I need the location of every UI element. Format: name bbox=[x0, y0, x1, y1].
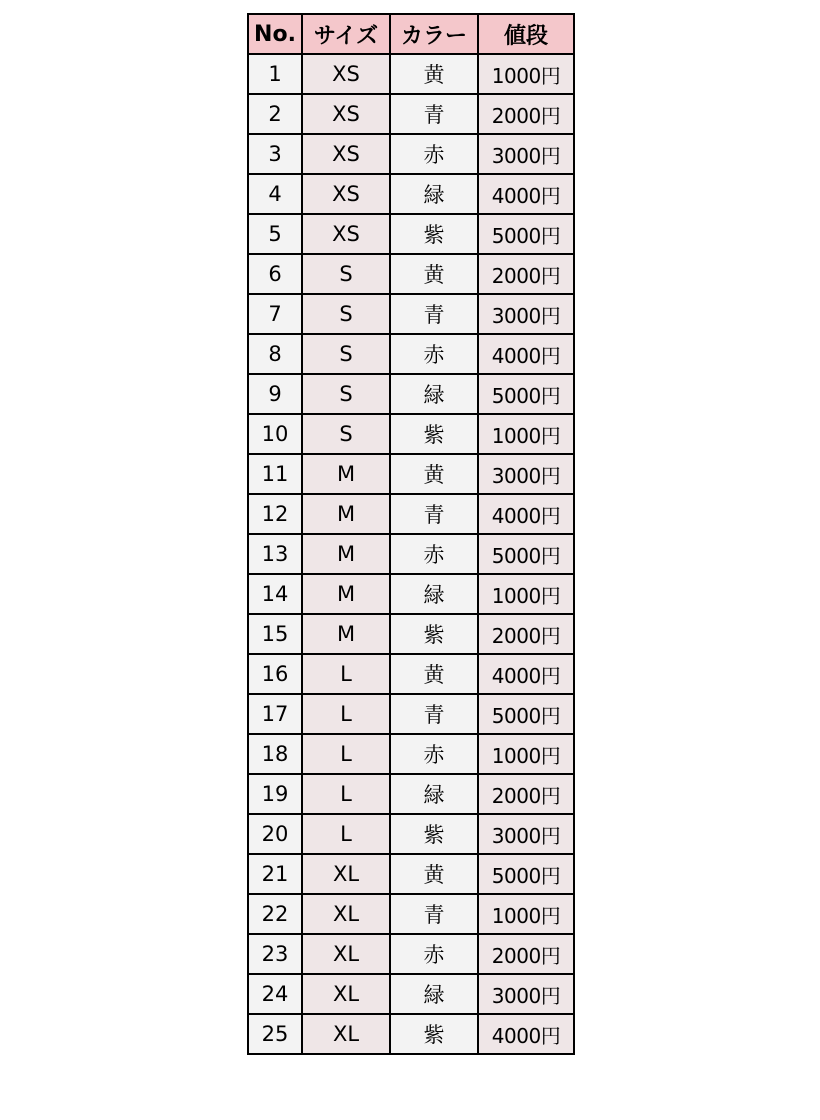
cell-size[interactable]: XL bbox=[302, 974, 390, 1014]
cell-no[interactable]: 1 bbox=[248, 54, 302, 94]
cell-color[interactable]: 青 bbox=[390, 694, 478, 734]
table-row bbox=[248, 854, 574, 894]
cell-no[interactable]: 20 bbox=[248, 814, 302, 854]
cell-price[interactable]: 3000円 bbox=[478, 134, 574, 174]
cell-no[interactable]: 14 bbox=[248, 574, 302, 614]
cell-no[interactable]: 19 bbox=[248, 774, 302, 814]
cell-size[interactable]: M bbox=[302, 534, 390, 574]
cell-color[interactable]: 紫 bbox=[390, 814, 478, 854]
cell-color[interactable]: 紫 bbox=[390, 414, 478, 454]
table-row bbox=[248, 614, 574, 654]
table-row bbox=[248, 134, 574, 174]
table-row bbox=[248, 694, 574, 734]
cell-size[interactable]: S bbox=[302, 254, 390, 294]
cell-no[interactable]: 25 bbox=[248, 1014, 302, 1054]
cell-price[interactable]: 4000円 bbox=[478, 174, 574, 214]
cell-size[interactable]: XS bbox=[302, 174, 390, 214]
cell-color[interactable]: 黄 bbox=[390, 854, 478, 894]
cell-size[interactable]: S bbox=[302, 334, 390, 374]
cell-price[interactable]: 2000円 bbox=[478, 774, 574, 814]
table-row bbox=[248, 814, 574, 854]
cell-price[interactable]: 2000円 bbox=[478, 254, 574, 294]
cell-no[interactable]: 18 bbox=[248, 734, 302, 774]
cell-size[interactable]: L bbox=[302, 814, 390, 854]
table-row bbox=[248, 414, 574, 454]
cell-size[interactable]: XL bbox=[302, 854, 390, 894]
cell-size[interactable]: XL bbox=[302, 894, 390, 934]
cell-no[interactable]: 16 bbox=[248, 654, 302, 694]
product-table bbox=[247, 13, 575, 1055]
cell-price[interactable]: 1000円 bbox=[478, 414, 574, 454]
table-row bbox=[248, 574, 574, 614]
cell-no[interactable]: 5 bbox=[248, 214, 302, 254]
cell-size[interactable]: XS bbox=[302, 214, 390, 254]
cell-no[interactable]: 8 bbox=[248, 334, 302, 374]
cell-size[interactable]: L bbox=[302, 734, 390, 774]
cell-price[interactable]: 5000円 bbox=[478, 374, 574, 414]
cell-no[interactable]: 15 bbox=[248, 614, 302, 654]
cell-color[interactable]: 緑 bbox=[390, 974, 478, 1014]
cell-no[interactable]: 24 bbox=[248, 974, 302, 1014]
cell-color[interactable]: 黄 bbox=[390, 454, 478, 494]
cell-color[interactable]: 青 bbox=[390, 894, 478, 934]
table-row bbox=[248, 294, 574, 334]
table-row bbox=[248, 494, 574, 534]
cell-price[interactable]: 5000円 bbox=[478, 214, 574, 254]
cell-size[interactable]: M bbox=[302, 574, 390, 614]
cell-size[interactable]: M bbox=[302, 494, 390, 534]
cell-color[interactable]: 赤 bbox=[390, 334, 478, 374]
cell-color[interactable]: 赤 bbox=[390, 534, 478, 574]
cell-color[interactable]: 赤 bbox=[390, 734, 478, 774]
cell-color[interactable]: 緑 bbox=[390, 374, 478, 414]
table-row bbox=[248, 174, 574, 214]
header-size[interactable]: サイズ bbox=[302, 14, 390, 54]
cell-price[interactable]: 4000円 bbox=[478, 654, 574, 694]
cell-size[interactable]: M bbox=[302, 454, 390, 494]
cell-no[interactable]: 2 bbox=[248, 94, 302, 134]
cell-no[interactable]: 11 bbox=[248, 454, 302, 494]
cell-color[interactable]: 黄 bbox=[390, 54, 478, 94]
header-price[interactable]: 値段 bbox=[478, 14, 574, 54]
cell-color[interactable]: 緑 bbox=[390, 774, 478, 814]
table-row bbox=[248, 534, 574, 574]
table-row bbox=[248, 334, 574, 374]
table-row bbox=[248, 1014, 574, 1054]
cell-price[interactable]: 2000円 bbox=[478, 94, 574, 134]
header-color[interactable]: カラー bbox=[390, 14, 478, 54]
cell-color[interactable]: 紫 bbox=[390, 214, 478, 254]
cell-size[interactable]: L bbox=[302, 694, 390, 734]
cell-size[interactable]: S bbox=[302, 414, 390, 454]
cell-no[interactable]: 22 bbox=[248, 894, 302, 934]
cell-size[interactable]: XS bbox=[302, 134, 390, 174]
table-row bbox=[248, 774, 574, 814]
cell-price[interactable]: 4000円 bbox=[478, 334, 574, 374]
cell-price[interactable]: 1000円 bbox=[478, 734, 574, 774]
table-row bbox=[248, 934, 574, 974]
cell-price[interactable]: 3000円 bbox=[478, 294, 574, 334]
cell-size[interactable]: L bbox=[302, 774, 390, 814]
cell-no[interactable]: 10 bbox=[248, 414, 302, 454]
cell-no[interactable]: 23 bbox=[248, 934, 302, 974]
cell-no[interactable]: 3 bbox=[248, 134, 302, 174]
table-body bbox=[248, 54, 574, 1054]
table-row bbox=[248, 654, 574, 694]
cell-color[interactable]: 黄 bbox=[390, 254, 478, 294]
table-row bbox=[248, 214, 574, 254]
cell-price[interactable]: 2000円 bbox=[478, 614, 574, 654]
cell-no[interactable]: 7 bbox=[248, 294, 302, 334]
cell-no[interactable]: 6 bbox=[248, 254, 302, 294]
cell-price[interactable]: 4000円 bbox=[478, 494, 574, 534]
table-row bbox=[248, 894, 574, 934]
cell-no[interactable]: 12 bbox=[248, 494, 302, 534]
cell-price[interactable]: 5000円 bbox=[478, 694, 574, 734]
spreadsheet-area bbox=[247, 13, 573, 1055]
cell-color[interactable]: 赤 bbox=[390, 934, 478, 974]
cell-size[interactable]: S bbox=[302, 374, 390, 414]
cell-color[interactable]: 青 bbox=[390, 494, 478, 534]
table-row bbox=[248, 974, 574, 1014]
cell-no[interactable]: 9 bbox=[248, 374, 302, 414]
cell-no[interactable]: 13 bbox=[248, 534, 302, 574]
cell-color[interactable]: 青 bbox=[390, 94, 478, 134]
cell-color[interactable]: 黄 bbox=[390, 654, 478, 694]
cell-price[interactable]: 1000円 bbox=[478, 54, 574, 94]
cell-no[interactable]: 17 bbox=[248, 694, 302, 734]
cell-size[interactable]: XL bbox=[302, 1014, 390, 1054]
cell-size[interactable]: XS bbox=[302, 94, 390, 134]
cell-price[interactable]: 2000円 bbox=[478, 934, 574, 974]
table-row bbox=[248, 94, 574, 134]
table-row bbox=[248, 54, 574, 94]
cell-size[interactable]: L bbox=[302, 654, 390, 694]
cell-size[interactable]: S bbox=[302, 294, 390, 334]
cell-no[interactable]: 4 bbox=[248, 174, 302, 214]
cell-price[interactable]: 5000円 bbox=[478, 534, 574, 574]
cell-price[interactable]: 3000円 bbox=[478, 814, 574, 854]
cell-color[interactable]: 赤 bbox=[390, 134, 478, 174]
table-row bbox=[248, 254, 574, 294]
table-row bbox=[248, 734, 574, 774]
table-row bbox=[248, 374, 574, 414]
cell-price[interactable]: 3000円 bbox=[478, 974, 574, 1014]
cell-size[interactable]: M bbox=[302, 614, 390, 654]
cell-color[interactable]: 青 bbox=[390, 294, 478, 334]
cell-no[interactable]: 21 bbox=[248, 854, 302, 894]
cell-size[interactable]: XS bbox=[302, 54, 390, 94]
header-no[interactable]: No. bbox=[248, 14, 302, 54]
cell-price[interactable]: 1000円 bbox=[478, 894, 574, 934]
cell-color[interactable]: 紫 bbox=[390, 614, 478, 654]
cell-price[interactable]: 3000円 bbox=[478, 454, 574, 494]
cell-size[interactable]: XL bbox=[302, 934, 390, 974]
header-row bbox=[248, 14, 574, 54]
cell-price[interactable]: 4000円 bbox=[478, 1014, 574, 1054]
cell-price[interactable]: 1000円 bbox=[478, 574, 574, 614]
cell-color[interactable]: 紫 bbox=[390, 1014, 478, 1054]
table-row bbox=[248, 454, 574, 494]
cell-color[interactable]: 緑 bbox=[390, 174, 478, 214]
cell-color[interactable]: 緑 bbox=[390, 574, 478, 614]
cell-price[interactable]: 5000円 bbox=[478, 854, 574, 894]
